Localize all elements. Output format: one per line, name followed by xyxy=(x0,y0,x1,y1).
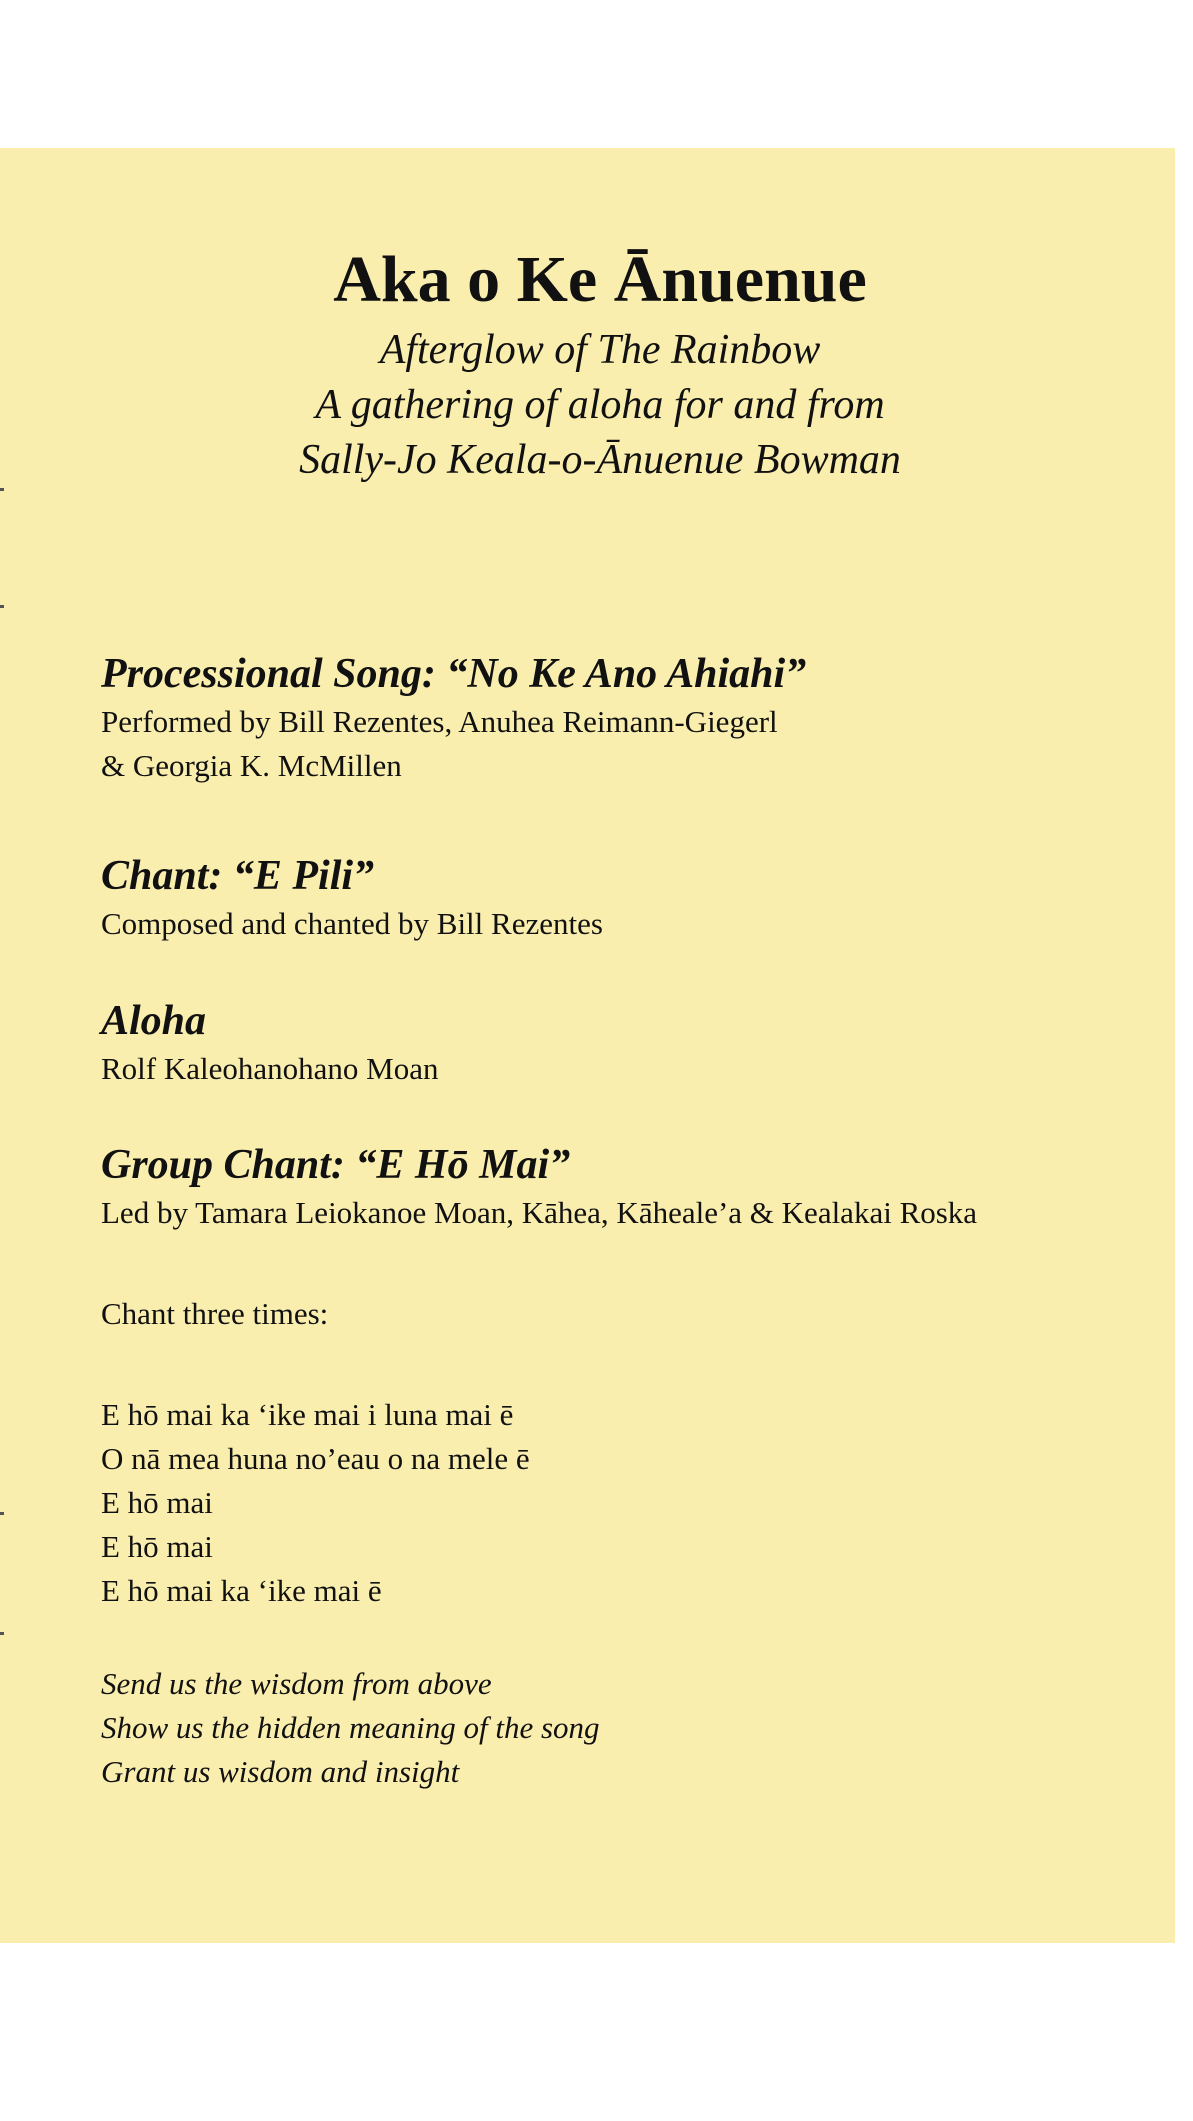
section-line: Rolf Kaleohanohano Moan xyxy=(101,1051,439,1086)
section-heading: Aloha xyxy=(101,998,207,1044)
chant-line: E hō mai xyxy=(101,1529,213,1564)
section-chant-e-pili xyxy=(101,850,1161,946)
chant-line: E hō mai ka ‘ike mai i luna mai ē xyxy=(101,1397,514,1432)
chant-instruction-block xyxy=(101,1292,1161,1336)
program-subtitle xyxy=(0,323,1193,488)
edge-mark xyxy=(0,1512,4,1515)
section-line: & Georgia K. McMillen xyxy=(101,748,402,783)
edge-mark xyxy=(0,488,4,491)
chant-instruction: Chant three times: xyxy=(101,1296,329,1331)
program-title: Aka o Ke Ānuenue xyxy=(333,243,867,316)
section-line: Led by Tamara Leiokanoe Moan, Kāhea, Kāheale’a & Kealakai Roska xyxy=(101,1195,978,1230)
section-line: Composed and chanted by Bill Rezentes xyxy=(101,906,603,941)
section-heading: Chant: “E Pili” xyxy=(101,853,375,899)
subtitle-line: A gathering of aloha for and from xyxy=(315,382,885,428)
chant-line: O nā mea huna no’eau o na mele ē xyxy=(101,1441,530,1476)
edge-mark xyxy=(0,1632,4,1635)
section-heading: Group Chant: “E Hō Mai” xyxy=(101,1142,571,1188)
section-heading: Processional Song: “No Ke Ano Ahiahi” xyxy=(101,651,807,697)
translation-lines xyxy=(101,1662,1161,1794)
hawaiian-chant-lines xyxy=(101,1393,1161,1613)
section-group-chant xyxy=(101,1139,1161,1235)
subtitle-line: Sally-Jo Keala-o-Ānuenue Bowman xyxy=(299,437,901,483)
chant-line: E hō mai ka ‘ike mai ē xyxy=(101,1573,382,1608)
program-panel xyxy=(0,148,1175,1943)
chant-line: E hō mai xyxy=(101,1485,213,1520)
translation-line: Grant us wisdom and insight xyxy=(101,1754,460,1789)
section-line: Performed by Bill Rezentes, Anuhea Reimann-Giegerl xyxy=(101,704,778,739)
translation-line: Send us the wisdom from above xyxy=(101,1666,492,1701)
section-aloha xyxy=(101,995,1161,1091)
subtitle-line: Afterglow of The Rainbow xyxy=(379,327,821,373)
translation-line: Show us the hidden meaning of the song xyxy=(101,1710,600,1745)
edge-mark xyxy=(0,605,4,608)
section-processional xyxy=(101,648,1161,788)
